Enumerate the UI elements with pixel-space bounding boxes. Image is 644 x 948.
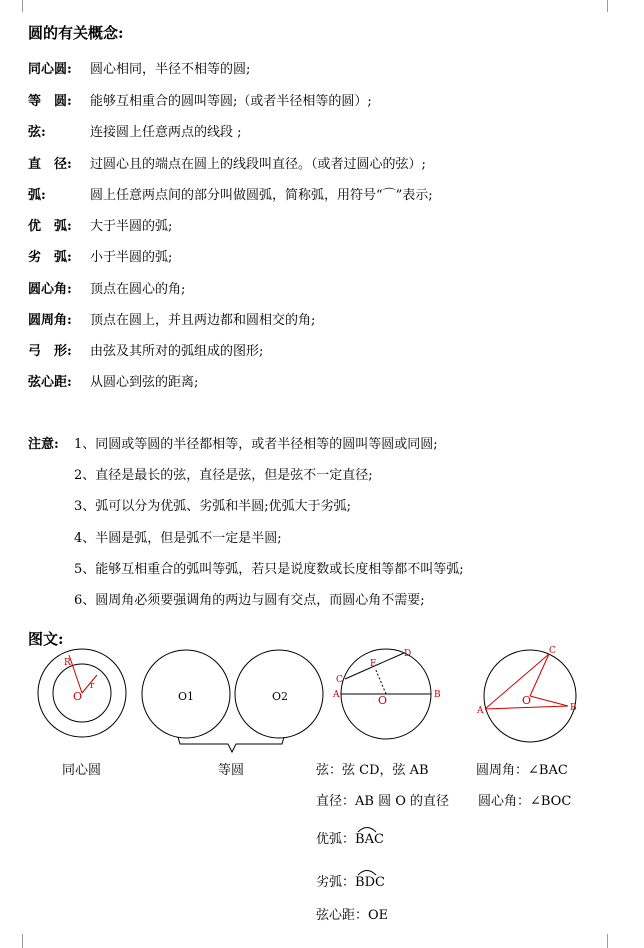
label-C: C xyxy=(336,675,343,685)
caption-central-angle: 圆心角：∠BOC xyxy=(478,794,572,809)
label-E: E xyxy=(370,659,377,669)
notes-label: 注意: xyxy=(28,437,59,452)
concentric-circles-figure xyxy=(38,649,126,737)
angle-figure xyxy=(476,646,577,742)
note-item: 4、半圆是弧，但是弧不一定是半圆; xyxy=(74,531,282,546)
caption-chord-distance: 弦心距：OE xyxy=(316,908,389,923)
note-item: 2、直径是最长的弦，直径是弦，但是弦不一定直径; xyxy=(74,468,373,483)
concept-definition: 小于半圆的弧; xyxy=(90,250,173,265)
equal-circles-figure xyxy=(142,650,323,752)
concept-term: 弓 形: xyxy=(28,344,72,359)
concept-definition: 连接圆上任意两点的线段 ; xyxy=(90,125,242,140)
caption-equal: 等圆 xyxy=(218,763,245,778)
concept-term: 直 径: xyxy=(28,157,72,172)
segment-OE xyxy=(375,668,386,694)
concept-definition: 顶点在圆上，并且两边都和圆相交的角; xyxy=(90,313,316,328)
chord-figure xyxy=(332,649,441,739)
concept-definition: 能够互相重合的圆叫等圆;（或者半径相等的圆）; xyxy=(90,94,372,109)
concept-term: 弧: xyxy=(28,188,46,203)
label-B: B xyxy=(434,690,441,700)
concept-definition: 过圆心且的端点在圆上的线段叫直径。（或者过圆心的弦）; xyxy=(90,157,426,172)
label-R: R xyxy=(64,658,71,668)
concept-definition: 圆心相同，半径不相等的圆; xyxy=(90,62,251,77)
caption-concentric: 同心圆 xyxy=(62,763,102,778)
note-item: 3、弧可以分为优弧、劣弧和半圆;优弧大于劣弧; xyxy=(74,499,352,514)
concept-definition: 由弦及其所对的弧组成的图形; xyxy=(90,344,264,359)
label-A: A xyxy=(477,706,484,716)
radius-R-line xyxy=(69,655,82,693)
label-A: A xyxy=(333,690,340,700)
label-D: D xyxy=(404,649,412,659)
caption-major-arc: 优弧： BAC xyxy=(316,828,384,847)
concept-term: 优 弧: xyxy=(28,219,72,234)
segment-AC xyxy=(485,654,549,709)
label-O1: O1 xyxy=(178,690,195,703)
note-item: 5、能够互相重合的弧叫等弧，若只是说度数或长度相等都不叫等弧; xyxy=(74,562,464,577)
concept-term: 弦心距: xyxy=(28,375,72,390)
caption-diameter: 直径：AB 圆 O 的直径 xyxy=(316,794,449,809)
arc-mark-icon xyxy=(357,825,377,833)
arc-mark-icon xyxy=(357,868,377,876)
minor-arc-symbol: BDC xyxy=(355,875,385,890)
segment-OC xyxy=(530,654,549,696)
concept-term: 劣 弧: xyxy=(28,250,72,265)
label-O2: O2 xyxy=(272,690,289,703)
concept-definition: 顶点在圆心的角; xyxy=(90,282,186,297)
label-r: r xyxy=(90,681,95,691)
label-B: B xyxy=(570,703,577,713)
concept-term: 圆周角: xyxy=(28,313,72,328)
concept-definition: 圆上任意两点间的部分叫做圆弧，简称弧，用符号“⌒”表示; xyxy=(90,188,433,203)
caption-chord: 弦：弦 CD，弦 AB xyxy=(316,763,429,778)
label-O: O xyxy=(73,690,83,703)
concept-definition: 大于半圆的弧; xyxy=(90,219,173,234)
segment-OB xyxy=(530,696,568,706)
note-item: 6、圆周角必须要强调角的两边与圆有交点，而圆心角不需要; xyxy=(74,593,425,608)
label-C: C xyxy=(549,646,556,656)
concept-definition: 从圆心到弦的距离; xyxy=(90,375,199,390)
page-title: 圆的有关概念: xyxy=(28,24,124,42)
major-arc-symbol: BAC xyxy=(355,832,384,847)
figures-title: 图文: xyxy=(28,630,64,648)
caption-minor-arc: 劣弧： BDC xyxy=(316,871,385,890)
concept-term: 弦: xyxy=(28,125,46,140)
equal-circles-brace xyxy=(178,737,284,752)
label-O: O xyxy=(378,694,388,707)
concept-term: 等 圆: xyxy=(28,94,72,109)
note-item: 1、同圆或等圆的半径都相等，或者半径相等的圆叫等圆或同圆; xyxy=(74,437,438,452)
caption-inscribed-angle: 圆周角：∠BAC xyxy=(476,763,568,778)
concept-term: 圆心角: xyxy=(28,282,72,297)
concept-term: 同心圆: xyxy=(28,62,72,77)
label-O: O xyxy=(522,694,532,707)
